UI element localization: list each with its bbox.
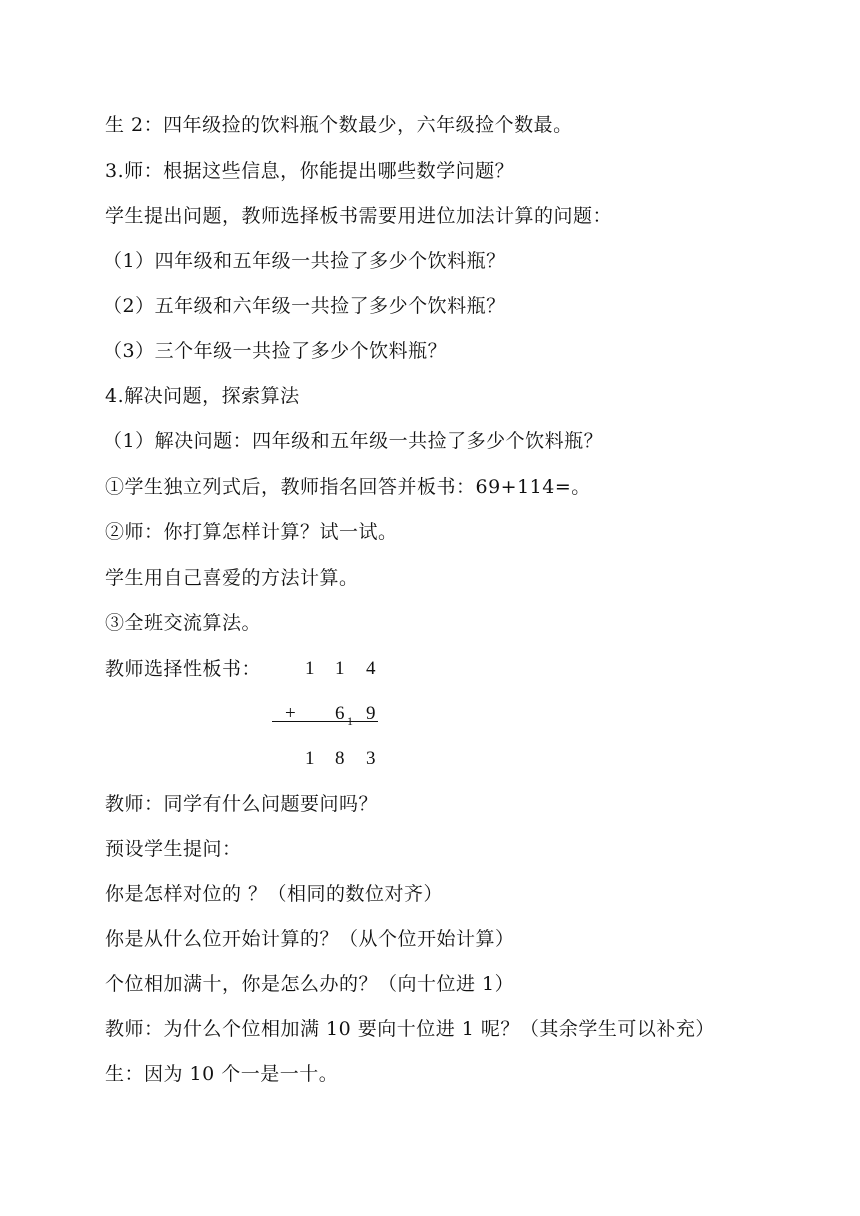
text-line-19: 生：因为 10 个一是一十。 [105,1063,339,1085]
text-line-8: （1）解决问题：四年级和五年级一共捡了多少个饮料瓶？ [103,430,604,452]
text-line-9: ①学生独立列式后，教师指名回答并板书：69+114=。 [105,476,591,498]
text-line-4: （1）四年级和五年级一共捡了多少个饮料瓶？ [103,250,506,272]
calc-digit: 1 [305,748,315,769]
text-line-6: （3）三个年级一共捡了多少个饮料瓶？ [103,340,448,362]
text-line-11: 学生用自己喜爱的方法计算。 [105,567,359,589]
calc-digit: 3 [366,748,376,769]
calc-label: 教师选择性板书： [105,658,262,680]
text-line-3: 学生提出问题，教师选择板书需要用进位加法计算的问题： [105,205,613,227]
text-line-5: （2）五年级和六年级一共捡了多少个饮料瓶？ [103,295,506,317]
calc-digit: 6 [335,703,345,724]
calc-digit: 1 [335,658,345,679]
calc-sum-line [272,721,378,722]
text-line-17: 个位相加满十，你是怎么办的？（向十位进 1） [105,973,515,995]
calc-digit: 1 [305,658,315,679]
text-line-13: 教师：同学有什么问题要问吗？ [105,793,379,815]
calc-digit: 9 [366,703,376,724]
text-line-15: 你是怎样对位的 ？（相同的数位对齐） [105,883,444,905]
text-line-1: 生 2：四年级捡的饮料瓶个数最少，六年级捡个数最。 [105,114,573,136]
carry-mark: 1 [347,714,353,728]
text-line-2: 3.师：根据这些信息，你能提出哪些数学问题？ [105,160,515,182]
text-line-18: 教师：为什么个位相加满 10 要向十位进 1 呢？（其余学生可以补充） [105,1018,715,1040]
calc-digit: 4 [366,658,376,679]
calc-digit: 8 [335,748,345,769]
plus-operator: + [285,703,296,724]
text-line-10: ②师：你打算怎样计算？试一试。 [105,521,398,543]
text-line-16: 你是从什么位开始计算的？（从个位开始计算） [105,928,515,950]
text-line-14: 预设学生提问： [105,838,242,860]
text-line-7: 4.解决问题，探索算法 [105,385,300,407]
text-line-12: ③全班交流算法。 [105,612,262,634]
